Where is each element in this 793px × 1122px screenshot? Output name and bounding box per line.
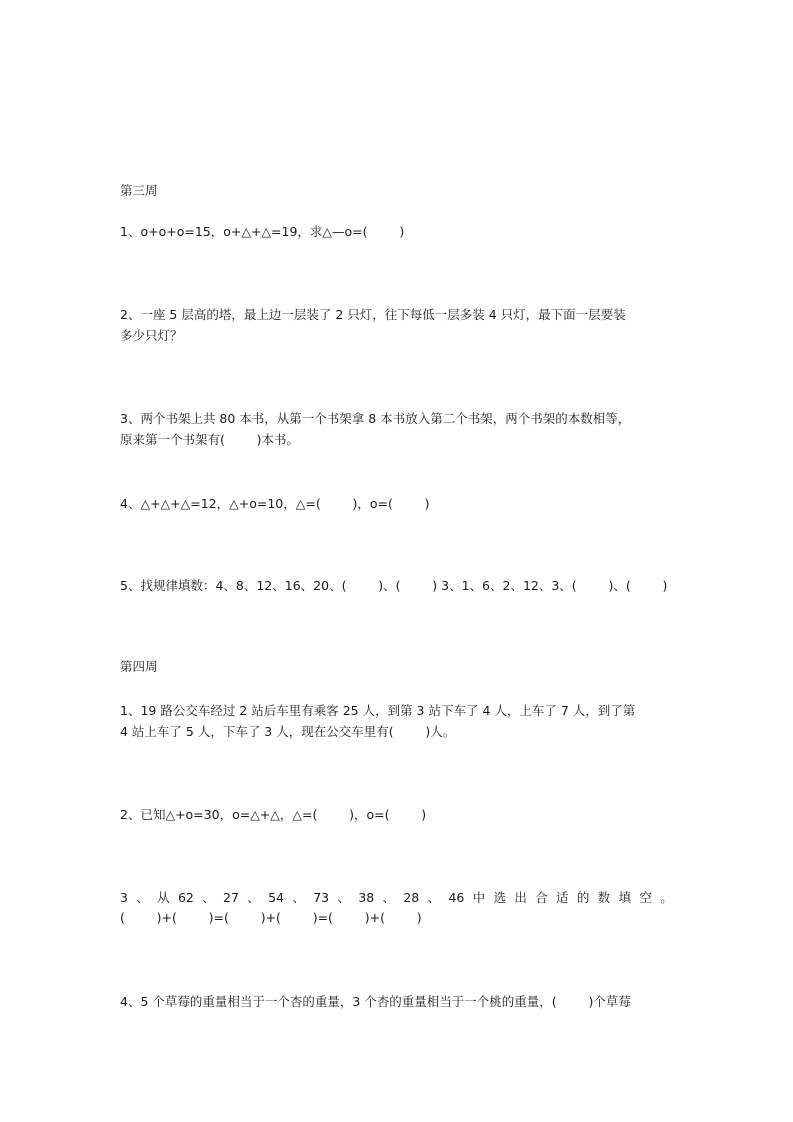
q3-token: 27 xyxy=(223,890,239,905)
q3-token: 、 xyxy=(382,890,396,905)
q3-token: 中 xyxy=(472,890,486,905)
q3-token: 28 xyxy=(403,890,420,905)
q3-token: 的 xyxy=(576,890,590,905)
week4-question-2: 2、已知△+o=30，o=△+△，△=( )，o=( ) xyxy=(120,807,427,822)
q3-token: 合 xyxy=(535,890,548,905)
week4-question-1-line-2: 4 站上车了 5 人，下车了 3 人，现在公交车里有( )人。 xyxy=(120,724,456,739)
q3-token: 73 xyxy=(313,890,330,905)
q3-token: 、 xyxy=(427,890,441,905)
q3-token: 。 xyxy=(660,890,673,905)
q3-token: 、 xyxy=(247,890,260,905)
q3-token: 、 xyxy=(337,890,350,905)
q3-token: 3 xyxy=(120,890,128,905)
q3-token: 空 xyxy=(639,890,652,905)
q3-token: 46 xyxy=(448,890,465,905)
week4-question-1-line-1: 1、19 路公交车经过 2 站后车里有乘客 25 人，到第 3 站下车了 4 人，上车了 7 人，到了第 xyxy=(120,703,636,718)
q3-token: 54 xyxy=(268,890,285,905)
week3-question-3-line-1: 3、两个书架上共 80 本书，从第一个书架拿 8 本书放入第二个书架，两个书架的本数相等， xyxy=(120,411,631,426)
week3-question-3-line-2: 原来第一个书架有( )本书。 xyxy=(120,432,300,447)
q3-token: 适 xyxy=(556,890,569,905)
week3-question-1: 1、o+o+o=15，o+△+△=19，求△—o=( ) xyxy=(120,224,405,239)
q3-token: 选 xyxy=(493,890,507,905)
q3-token: 62 xyxy=(177,890,194,905)
q3-token: 出 xyxy=(514,890,527,905)
q3-token: 、 xyxy=(292,890,305,905)
q3-token: 38 xyxy=(358,890,375,905)
week3-question-2-line-2: 多少只灯？ xyxy=(120,328,183,343)
week4-question-3-line-1 xyxy=(120,890,673,906)
q3-token: 从 xyxy=(157,890,170,905)
q3-token: 、 xyxy=(202,890,215,905)
week4-question-3-line-2: ( )+( )=( )+( )=( )+( ) xyxy=(120,910,422,925)
q3-token: 数 xyxy=(597,890,611,905)
week4-heading: 第四周 xyxy=(120,659,158,674)
q3-token: 、 xyxy=(136,890,149,905)
week3-heading: 第三周 xyxy=(120,183,158,198)
week3-question-2-line-1: 2、一座 5 层高的塔，最上边一层装了 2 只灯，往下每低一层多装 4 只灯，最下面一层要装 xyxy=(120,307,626,322)
week4-question-4-line-1: 4、5 个草莓的重量相当于一个杏的重量，3 个杏的重量相当于一个桃的重量，( )个草莓 xyxy=(120,994,631,1009)
week3-question-4: 4、△+△+△=12，△+o=10，△=( )，o=( ) xyxy=(120,496,430,511)
week3-question-5: 5、找规律填数：4、8、12、16、20、( )、( ) 3、1、6、2、12、3、( )、( ) xyxy=(120,578,668,593)
q3-token: 填 xyxy=(618,890,632,905)
